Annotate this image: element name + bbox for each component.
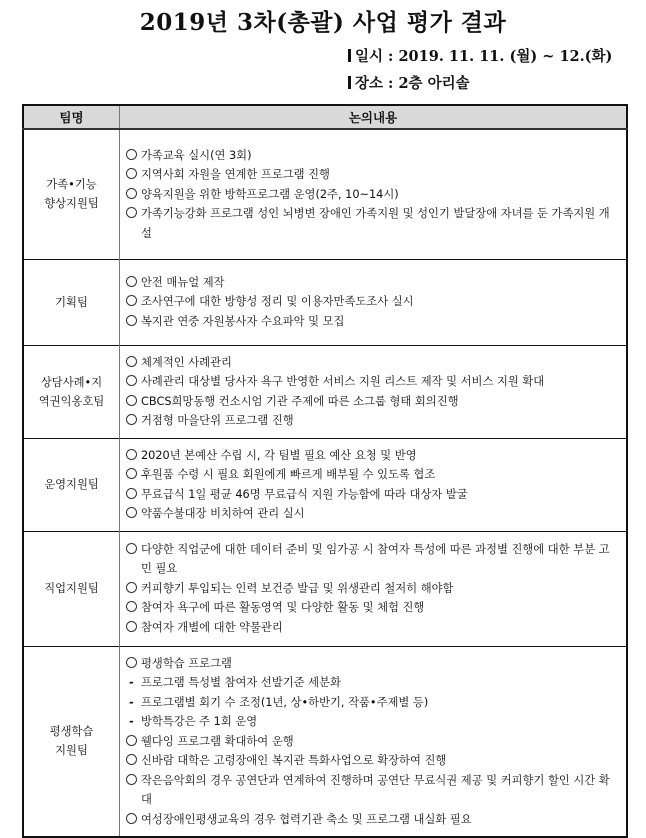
discussion-cell (120, 646, 628, 837)
team-name-line: 평생학습 (49, 725, 94, 739)
list-item-text: 작은음악회의 경우 공연단과 연계하여 진행하며 공연단 무료식권 제공 및 커피향기 할인 시간 확대 (141, 773, 610, 806)
meeting-date-text: 일시 : 2019. 11. 11. (월) ~ 12.(화) (355, 48, 613, 65)
list-item (126, 292, 620, 312)
evaluation-table (22, 104, 628, 838)
list-item-text: CBCS희망동행 컨소시엄 기관 주제에 따른 소그룹 형태 회의진행 (141, 394, 459, 408)
circle-bullet-icon (126, 446, 137, 466)
circle-icon (126, 774, 137, 785)
circle-icon (126, 315, 137, 326)
list-item (126, 504, 620, 524)
team-name-cell (23, 438, 120, 531)
list-item-text: 2020년 본예산 수립 시, 각 팀별 필요 예산 요청 및 반영 (141, 448, 417, 462)
list-item-text: 프로그램 특성별 참여자 선발기준 세분화 (141, 676, 341, 689)
header-team-name: 팀명 (23, 105, 120, 129)
list-item-text: 방학특강은 주 1회 운영 (141, 715, 258, 728)
circle-bullet-icon (126, 579, 137, 599)
list-item-text: 평생학습 프로그램 (141, 656, 232, 670)
list-item (126, 485, 620, 505)
circle-bullet-icon (126, 732, 137, 752)
circle-icon (126, 657, 137, 668)
sub-list-item (126, 693, 620, 713)
table-row (23, 646, 627, 837)
circle-icon (126, 735, 137, 746)
list-item-text: 가족기능강화 프로그램 성인 뇌병변 장애인 가족지원 및 성인기 발달장애 자녀를 둔 가족지원 개설 (141, 207, 610, 240)
circle-bullet-icon (126, 504, 137, 524)
table-row (23, 438, 627, 531)
list-item (126, 353, 620, 373)
team-name-cell (23, 531, 120, 646)
discussion-cell (120, 345, 628, 438)
circle-bullet-icon (126, 598, 137, 618)
circle-bullet-icon (126, 372, 137, 392)
sub-list-item (126, 673, 620, 693)
circle-icon (126, 507, 137, 518)
list-item (126, 312, 620, 332)
list-item (126, 771, 620, 810)
circle-bullet-icon (126, 810, 137, 830)
list-item-text: 커피향기 투입되는 인력 보건증 발급 및 위생관리 철저히 해야함 (141, 581, 454, 595)
circle-bullet-icon (126, 411, 137, 431)
circle-icon (126, 149, 137, 160)
discussion-cell (120, 438, 628, 531)
list-item-text: 안전 매뉴얼 제작 (141, 275, 225, 289)
list-item-text: 약품수불대장 비치하여 관리 실시 (141, 507, 305, 520)
table-header-row (23, 105, 627, 129)
circle-bullet-icon (126, 312, 137, 332)
circle-bullet-icon (126, 465, 137, 485)
circle-bullet-icon (126, 654, 137, 674)
table-body (23, 129, 627, 837)
meeting-date (348, 45, 612, 66)
list-item-text: 참여자 욕구에 따른 활동영역 및 다양한 활동 및 체험 진행 (141, 601, 425, 615)
dash-bullet-icon: - (129, 676, 134, 689)
list-item (126, 540, 620, 579)
circle-icon (126, 276, 137, 287)
meeting-place-text: 장소 : 2층 아리솔 (355, 75, 470, 92)
circle-bullet-icon (126, 751, 137, 771)
circle-bullet-icon (126, 273, 137, 293)
list-item-text: 후원품 수령 시 필요 회원에게 빠르게 배부될 수 있도록 협조 (141, 468, 436, 481)
circle-icon (126, 356, 137, 367)
table-row (23, 129, 627, 259)
team-name-line: 상담사례•지 (40, 375, 103, 389)
list-item-text: 여성장애인평생교육의 경우 협력기관 축소 및 프로그램 내실화 필요 (141, 812, 472, 826)
circle-icon (126, 295, 137, 306)
list-item (126, 810, 620, 830)
team-name-line: 향상지원팀 (44, 197, 99, 211)
table-row (23, 531, 627, 646)
bullet-bar-icon (348, 76, 351, 89)
list-item-text: 다양한 직업군에 대한 데이터 준비 및 임가공 시 참여자 특성에 따른 과정별 진행에 대한 부분 고민 필요 (141, 542, 610, 576)
document-title: 2019년 3차(총괄) 사업 평가 결과 (139, 9, 507, 36)
team-name-line: 직업지원팀 (44, 582, 99, 595)
circle-bullet-icon (126, 392, 137, 412)
dash-bullet-icon: - (129, 715, 134, 728)
meeting-place (348, 72, 470, 93)
sub-list-item (126, 712, 620, 732)
circle-icon (126, 395, 137, 406)
table-row (23, 259, 627, 345)
team-name-cell (23, 646, 120, 837)
team-name-cell (23, 345, 120, 438)
list-item-text: 가족교육 실시(연 3회) (141, 148, 252, 162)
circle-icon (126, 621, 137, 632)
circle-icon (126, 207, 137, 218)
circle-icon (126, 414, 137, 425)
list-item-text: 체계적인 사례관리 (141, 355, 232, 369)
bullet-bar-icon (348, 49, 351, 62)
circle-icon (126, 168, 137, 179)
list-item-text: 조사연구에 대한 방향성 정리 및 이용자만족도조사 실시 (141, 295, 414, 309)
list-item (126, 579, 620, 599)
circle-icon (126, 188, 137, 199)
team-name-line: 역권익옹호팀 (38, 394, 105, 408)
list-item-text: 사례관리 대상별 당사자 욕구 반영한 서비스 지원 리스트 제작 및 서비스 지원 확대 (141, 375, 545, 388)
discussion-cell (120, 531, 628, 646)
list-item (126, 446, 620, 466)
dash-bullet-icon: - (129, 695, 134, 709)
list-item (126, 372, 620, 392)
circle-bullet-icon (126, 292, 137, 312)
list-item-text: 참여자 개별에 대한 약물관리 (141, 620, 283, 634)
circle-bullet-icon (126, 540, 137, 560)
circle-icon (126, 449, 137, 460)
list-item (126, 618, 620, 638)
circle-bullet-icon (126, 165, 137, 185)
list-item (126, 392, 620, 412)
team-name-line: 운영지원팀 (44, 478, 99, 491)
list-item (126, 598, 620, 618)
circle-icon (126, 543, 137, 554)
circle-bullet-icon (126, 618, 137, 638)
list-item (126, 273, 620, 293)
table-row (23, 345, 627, 438)
circle-bullet-icon (126, 353, 137, 373)
circle-bullet-icon (126, 485, 137, 505)
circle-bullet-icon (126, 185, 137, 205)
list-item (126, 751, 620, 771)
circle-bullet-icon (126, 204, 137, 224)
list-item (126, 732, 620, 752)
circle-bullet-icon (126, 146, 137, 166)
list-item-text: 양육지원을 위한 방학프로그램 운영(2주, 10~14시) (141, 187, 399, 201)
team-name-line: 가족•기능 (46, 178, 97, 192)
list-item (126, 204, 620, 243)
list-item-text: 웰다잉 프로그램 확대하여 운행 (141, 734, 294, 748)
team-name-cell (23, 259, 120, 345)
list-item (126, 185, 620, 205)
circle-bullet-icon (126, 771, 137, 791)
list-item (126, 146, 620, 166)
list-item (126, 465, 620, 485)
list-item-text: 신바람 대학은 고령장애인 복지관 특화사업으로 확장하여 진행 (141, 754, 447, 767)
header-discussion: 논의내용 (120, 105, 628, 129)
discussion-cell (120, 129, 628, 259)
list-item-text: 복지관 연중 자원봉사자 수요파악 및 모집 (141, 314, 345, 328)
circle-icon (126, 468, 137, 479)
team-name-line: 지원팀 (55, 744, 88, 758)
circle-icon (126, 375, 137, 386)
list-item-text: 거점형 마을단위 프로그램 진행 (141, 414, 294, 427)
list-item (126, 165, 620, 185)
circle-icon (126, 582, 137, 593)
team-name-line: 기획팀 (55, 295, 88, 309)
list-item-text: 지역사회 자원을 연계한 프로그램 진행 (141, 168, 330, 181)
team-name-cell (23, 129, 120, 259)
list-item-text: 프로그램별 회기 수 조정(1년, 상•하반기, 작품•주제별 등) (141, 695, 429, 709)
discussion-cell (120, 259, 628, 345)
list-item (126, 411, 620, 431)
circle-icon (126, 488, 137, 499)
circle-icon (126, 754, 137, 765)
list-item-text: 무료급식 1일 평균 46명 무료급식 지원 가능함에 따라 대상자 발굴 (141, 487, 468, 501)
circle-icon (126, 601, 137, 612)
list-item (126, 654, 620, 674)
